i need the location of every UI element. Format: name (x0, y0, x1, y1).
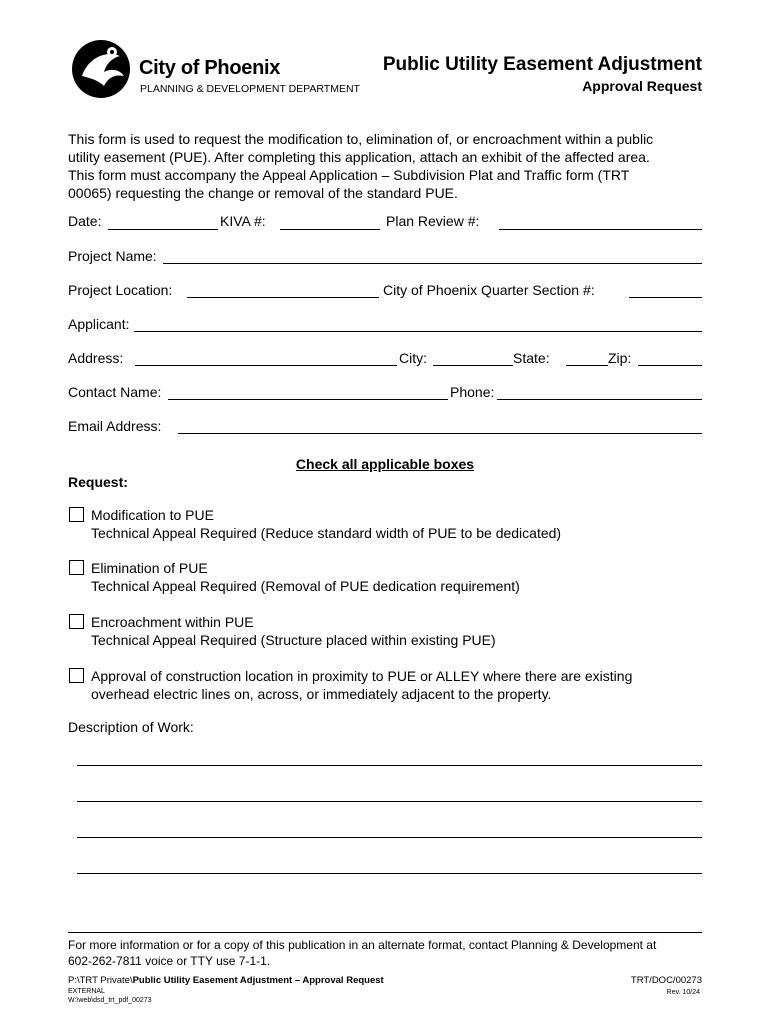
kiva-field[interactable] (280, 229, 380, 230)
intro-line-1: This form is used to request the modification to, elimination of, or encroachment within a public (68, 131, 654, 147)
city-of-phoenix-logo-icon (68, 38, 134, 100)
form-subtitle: Approval Request (582, 78, 702, 94)
construction-approval-checkbox[interactable] (69, 668, 84, 683)
footer-info-line-1: For more information or for a copy of this publication in an alternate format, contact Planning & Development at (68, 938, 657, 952)
option-3-title: Encroachment within PUE (91, 614, 254, 630)
applicant-field[interactable] (134, 331, 702, 332)
option-1-title: Modification to PUE (91, 507, 214, 523)
intro-line-3: This form must accompany the Appeal Application – Subdivision Plat and Traffic form (TRT (68, 167, 630, 183)
zip-field[interactable] (638, 365, 702, 366)
check-all-heading: Check all applicable boxes (295, 456, 475, 472)
quarter-section-label: City of Phoenix Quarter Section #: (383, 282, 595, 298)
web-path: W:\web\dsd_trt_pdf_00273 (68, 997, 152, 1004)
email-field[interactable] (178, 433, 702, 434)
address-field[interactable] (135, 365, 397, 366)
modification-checkbox[interactable] (69, 507, 84, 522)
city-label: City: (399, 350, 427, 366)
option-4-title: Approval of construction location in proximity to PUE or ALLEY where there are existing (91, 668, 633, 684)
request-label: Request: (68, 474, 128, 490)
project-name-label: Project Name: (68, 248, 157, 264)
date-label: Date: (68, 213, 102, 229)
kiva-label: KIVA #: (220, 213, 266, 229)
contact-name-field[interactable] (168, 399, 448, 400)
description-line-3[interactable] (77, 837, 702, 838)
department-name: PLANNING & DEVELOPMENT DEPARTMENT (140, 83, 360, 95)
date-field[interactable] (108, 229, 218, 230)
option-3-detail: Technical Appeal Required (Structure placed within existing PUE) (91, 632, 496, 648)
state-label: State: (513, 350, 550, 366)
option-4-detail: overhead electric lines on, across, or immediately adjacent to the property. (91, 686, 552, 702)
plan-review-field[interactable] (499, 229, 702, 230)
city-field[interactable] (433, 365, 513, 366)
option-2-detail: Technical Appeal Required (Removal of PUE dedication requirement) (91, 578, 520, 594)
applicant-label: Applicant: (68, 316, 130, 332)
project-location-label: Project Location: (68, 282, 173, 298)
intro-line-4: 00065) requesting the change or removal of the standard PUE. (68, 185, 458, 201)
file-path (68, 975, 384, 987)
description-line-1[interactable] (77, 765, 702, 766)
option-1-detail: Technical Appeal Required (Reduce standard width of PUE to be dedicated) (91, 525, 562, 541)
doc-number: TRT/DOC/00273 (630, 975, 702, 986)
project-location-field[interactable] (187, 297, 379, 298)
description-label: Description of Work: (68, 719, 194, 735)
footer-divider (68, 932, 702, 933)
email-label: Email Address: (68, 418, 162, 434)
phone-label: Phone: (450, 384, 495, 400)
revision: Rev. 10/24 (666, 989, 700, 996)
intro-line-2: utility easement (PUE). After completing this application, attach an exhibit of the affected area. (68, 149, 650, 165)
zip-label: Zip: (608, 350, 632, 366)
form-title: Public Utility Easement Adjustment (382, 54, 702, 75)
org-name: City of Phoenix (139, 57, 281, 79)
address-label: Address: (68, 350, 124, 366)
state-field[interactable] (566, 365, 608, 366)
contact-name-label: Contact Name: (68, 384, 162, 400)
description-line-2[interactable] (77, 801, 702, 802)
project-name-field[interactable] (163, 263, 702, 264)
file-path-title: Public Utility Easement Adjustment – Approval Request (132, 975, 384, 986)
quarter-section-field[interactable] (629, 297, 702, 298)
encroachment-checkbox[interactable] (69, 614, 84, 629)
description-line-4[interactable] (77, 873, 702, 874)
option-2-title: Elimination of PUE (91, 560, 208, 576)
phone-field[interactable] (497, 399, 702, 400)
elimination-checkbox[interactable] (69, 560, 84, 575)
plan-review-label: Plan Review #: (386, 213, 480, 229)
file-path-prefix: P:\TRT Private\ (68, 975, 133, 986)
footer-info-line-2: 602-262-7811 voice or TTY use 7-1-1. (68, 954, 271, 968)
external-label: EXTERNAL (68, 988, 105, 995)
